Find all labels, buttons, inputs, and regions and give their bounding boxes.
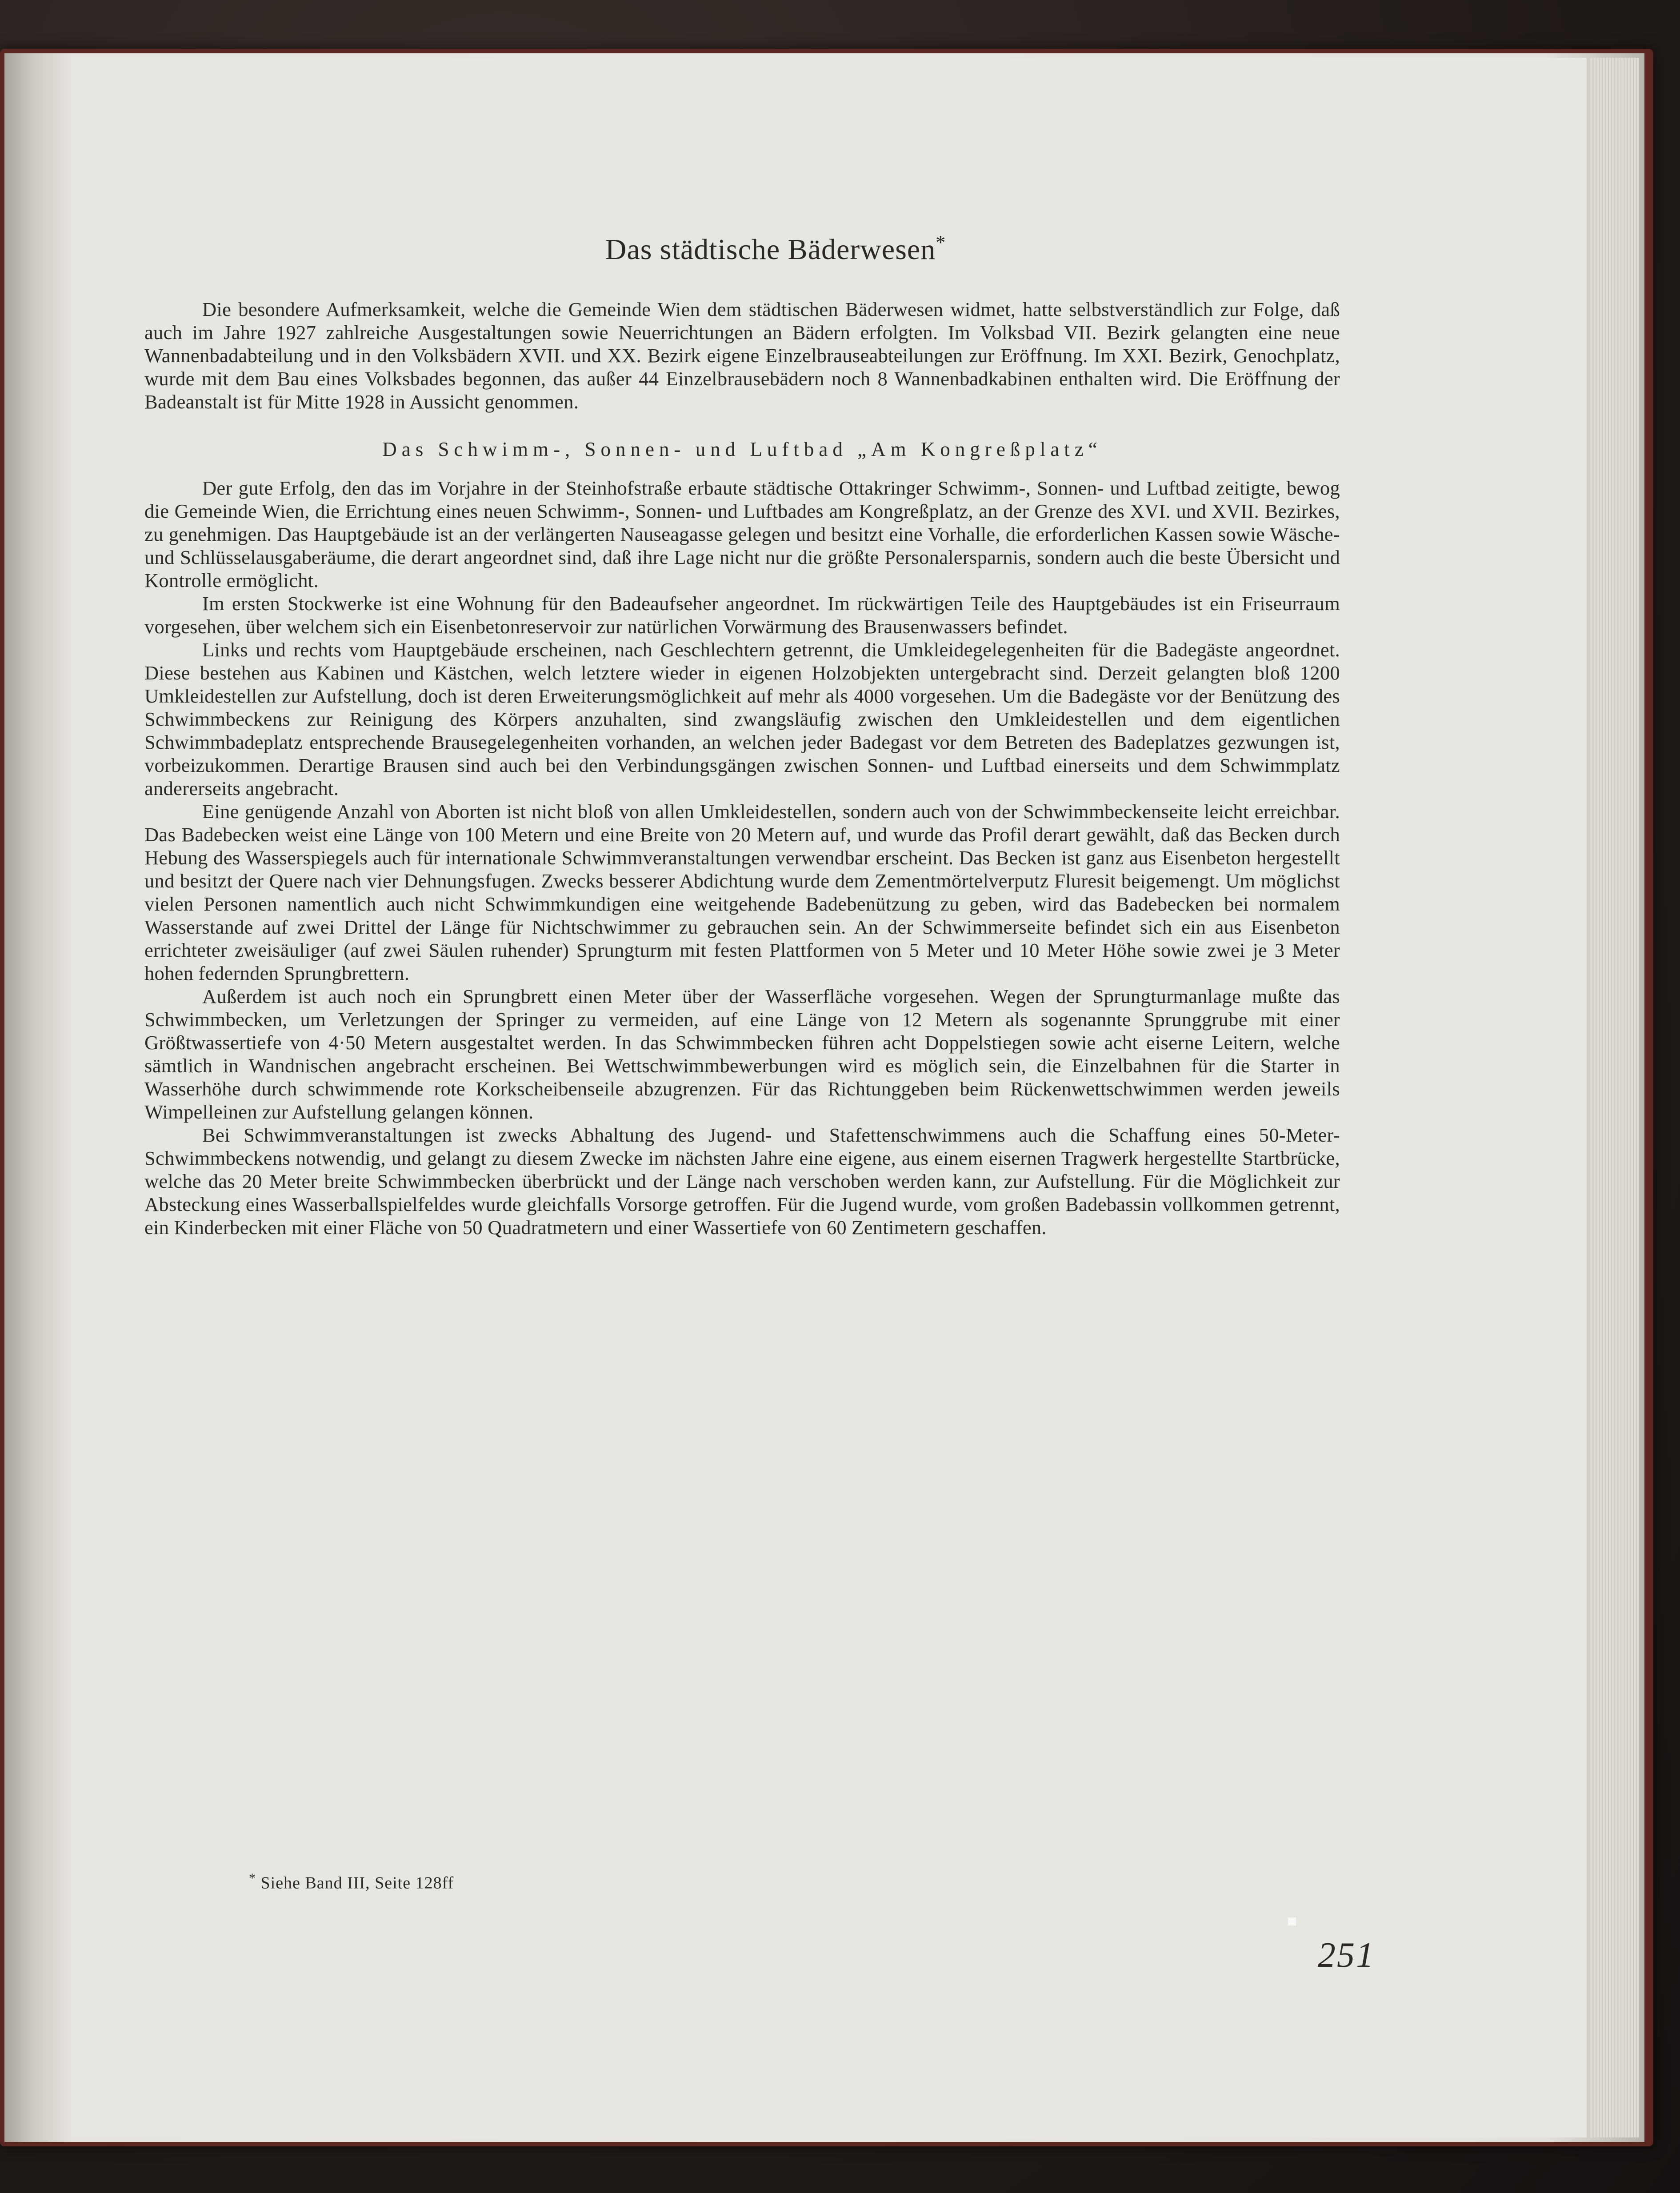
footnote-text: Siehe Band III, Seite 128ff [260, 1873, 454, 1893]
book-gutter [4, 53, 71, 2142]
scan-mark [1288, 1917, 1296, 1925]
page-edges [1590, 58, 1639, 2137]
intro-paragraph: Die besondere Aufmerksamkeit, welche die Gemeinde Wien dem städtischen Bäderwesen widmet, hatte selbstverständlich zur Folge, daß auch im Jahre 1927 zahlreiche Ausgestaltungen sowie Neuerrichtungen an Bädern erfolgten. Im Volksbad VII. Bezirk gelangten eine neue Wannenbadabteilung und in den Volksbädern XVII. und XX. Bezirk eigene Einzelbrauseabteilungen zur Eröffnung. Im XXI. Bezirk, Genochplatz, wurde mit dem Bau eines Volksbades begonnen, das außer 44 Einzelbrausebädern noch 8 Wannenbadkabinen enthalten wird. Die Eröffnung der Badeanstalt ist für Mitte 1928 in Aussicht genommen. [144, 298, 1340, 413]
title-footnote-marker: * [936, 232, 946, 253]
body-paragraph: Außerdem ist auch noch ein Sprungbrett einen Meter über der Wasserfläche vorgesehen. Wegen der Sprungturmanlage mußte das Schwimmbecken, um Verletzungen der Springer zu vermeiden, auf eine Länge von 12 Metern als sogenannte Sprunggrube mit einer Größtwassertiefe von 4·50 Metern ausgestaltet werden. In das Schwimmbecken führen acht Doppelstiegen sowie acht eiserne Leitern, welche sämtlich in Wandnischen angebracht erscheinen. Bei Wettschwimmbewerbungen wird es möglich sein, die Einzelbahnen für die Starter in Wasserhöhe durch schwimmende rote Korkscheibenseile abzugrenzen. Für das Richtunggeben beim Rückenwettschwimmen werden jeweils Wimpelleinen zur Aufstellung gelangen können. [144, 985, 1340, 1123]
page-content [144, 231, 1340, 1239]
body-paragraph: Eine genügende Anzahl von Aborten ist nicht bloß von allen Umkleidestellen, sondern auch von der Schwimmbeckenseite leicht erreichbar. Das Badebecken weist eine Länge von 100 Metern und eine Breite von 20 Metern auf, und wurde das Profil derart gewählt, daß das Becken durch Hebung des Wasserspiegels auch für internationale Schwimmveranstaltungen verwendbar erscheint. Das Becken ist ganz aus Eisenbeton hergestellt und besitzt der Quere nach vier Dehnungsfugen. Zwecks besserer Abdichtung wurde dem Zementmörtelverputz Fluresit beigemengt. Um möglichst vielen Personen namentlich auch nicht Schwimmkundigen eine weitgehende Badebenützung zu geben, wird das Badebecken bei normalem Wasserstande auf zwei Drittel der Länge für Nichtschwimmer zu gebrauchen sein. An der Schwimmerseite befindet sich ein aus Eisenbeton errichteter zweisäuliger (auf zwei Säulen ruhender) Sprungturm mit festen Plattformen von 5 Meter und 10 Meter Höhe sowie zwei je 3 Meter hohen federnden Sprungbrettern. [144, 800, 1340, 984]
body-paragraph: Der gute Erfolg, den das im Vorjahre in der Steinhofstraße erbaute städtische Ottakringer Schwimm-, Sonnen- und Luftbad zeitigte, bewog die Gemeinde Wien, die Errichtung eines neuen Schwimm-, Sonnen- und Luftbades am Kongreßplatz, an der Grenze des XVI. und XVII. Bezirkes, zu genehmigen. Das Hauptgebäude ist an der verlängerten Nauseagasse gelegen und besitzt eine Vorhalle, die erforderlichen Kassen sowie Wäsche- und Schlüsselausgaberäume, die derart angeordnet sind, daß ihre Lage nicht nur die größte Personalersparnis, sondern auch die beste Übersicht und Kontrolle ermöglicht. [144, 477, 1340, 591]
page-number: 251 [1318, 1936, 1375, 1975]
book-page [71, 58, 1587, 2137]
body-paragraph: Im ersten Stockwerke ist eine Wohnung für den Badeaufseher angeordnet. Im rückwärtigen Teile des Hauptgebäudes ist ein Friseurraum vorgesehen, über welchem sich ein Eisenbetonreservoir zur natürlichen Vorwärmung des Brausenwassers befindet. [144, 592, 1340, 638]
body-paragraph: Links und rechts vom Hauptgebäude erscheinen, nach Geschlechtern getrennt, die Umkleidegelegenheiten für die Badegäste angeordnet. Diese bestehen aus Kabinen und Kästchen, welch letztere wieder in eigenen Holzobjekten untergebracht sind. Derzeit gelangten bloß 1200 Umkleidestellen zur Aufstellung, doch ist deren Erweiterungsmöglichkeit auf mehr als 4000 vorgesehen. Um die Badegäste vor der Benützung des Schwimmbeckens zur Reinigung des Körpers anzuhalten, sind zwangsläufig zwischen den Umkleidestellen und dem eigentlichen Schwimmbadeplatz entsprechende Brausegelegenheiten vorhanden, an welchen jeder Badegast vor dem Betreten des Badeplatzes gezwungen ist, vorbeizukommen. Derartige Brausen sind auch bei den Verbindungsgängen zwischen Sonnen- und Luftbad einerseits und dem Schwimmplatz andererseits angebracht. [144, 639, 1340, 799]
section-heading: Das Schwimm-, Sonnen- und Luftbad „Am Kongreßplatz“ [382, 438, 1102, 460]
footnote [249, 1871, 454, 1893]
footnote-marker: * [249, 1871, 256, 1885]
page-title [144, 231, 1340, 267]
body-paragraph: Bei Schwimmveranstaltungen ist zwecks Abhaltung des Jugend- und Stafettenschwimmens auch die Schaffung eines 50-Meter-Schwimmbeckens notwendig, und gelangt zu diesem Zwecke im nächsten Jahre eine eigene, aus einem eisernen Tragwerk hergestellte Startbrücke, welche das 20 Meter breite Schwimmbecken überbrückt und der Länge nach verschoben werden kann, zur Aufstellung. Für die Möglichkeit zur Absteckung eines Wasserballspielfeldes wurde gleichfalls Vorsorge getroffen. Für die Jugend wurde, vom großen Badebassin vollkommen getrennt, ein Kinderbecken mit einer Fläche von 50 Quadratmetern und einer Wassertiefe von 60 Zentimetern geschaffen. [144, 1124, 1340, 1238]
title-text: Das städtische Bäderwesen [605, 233, 936, 266]
